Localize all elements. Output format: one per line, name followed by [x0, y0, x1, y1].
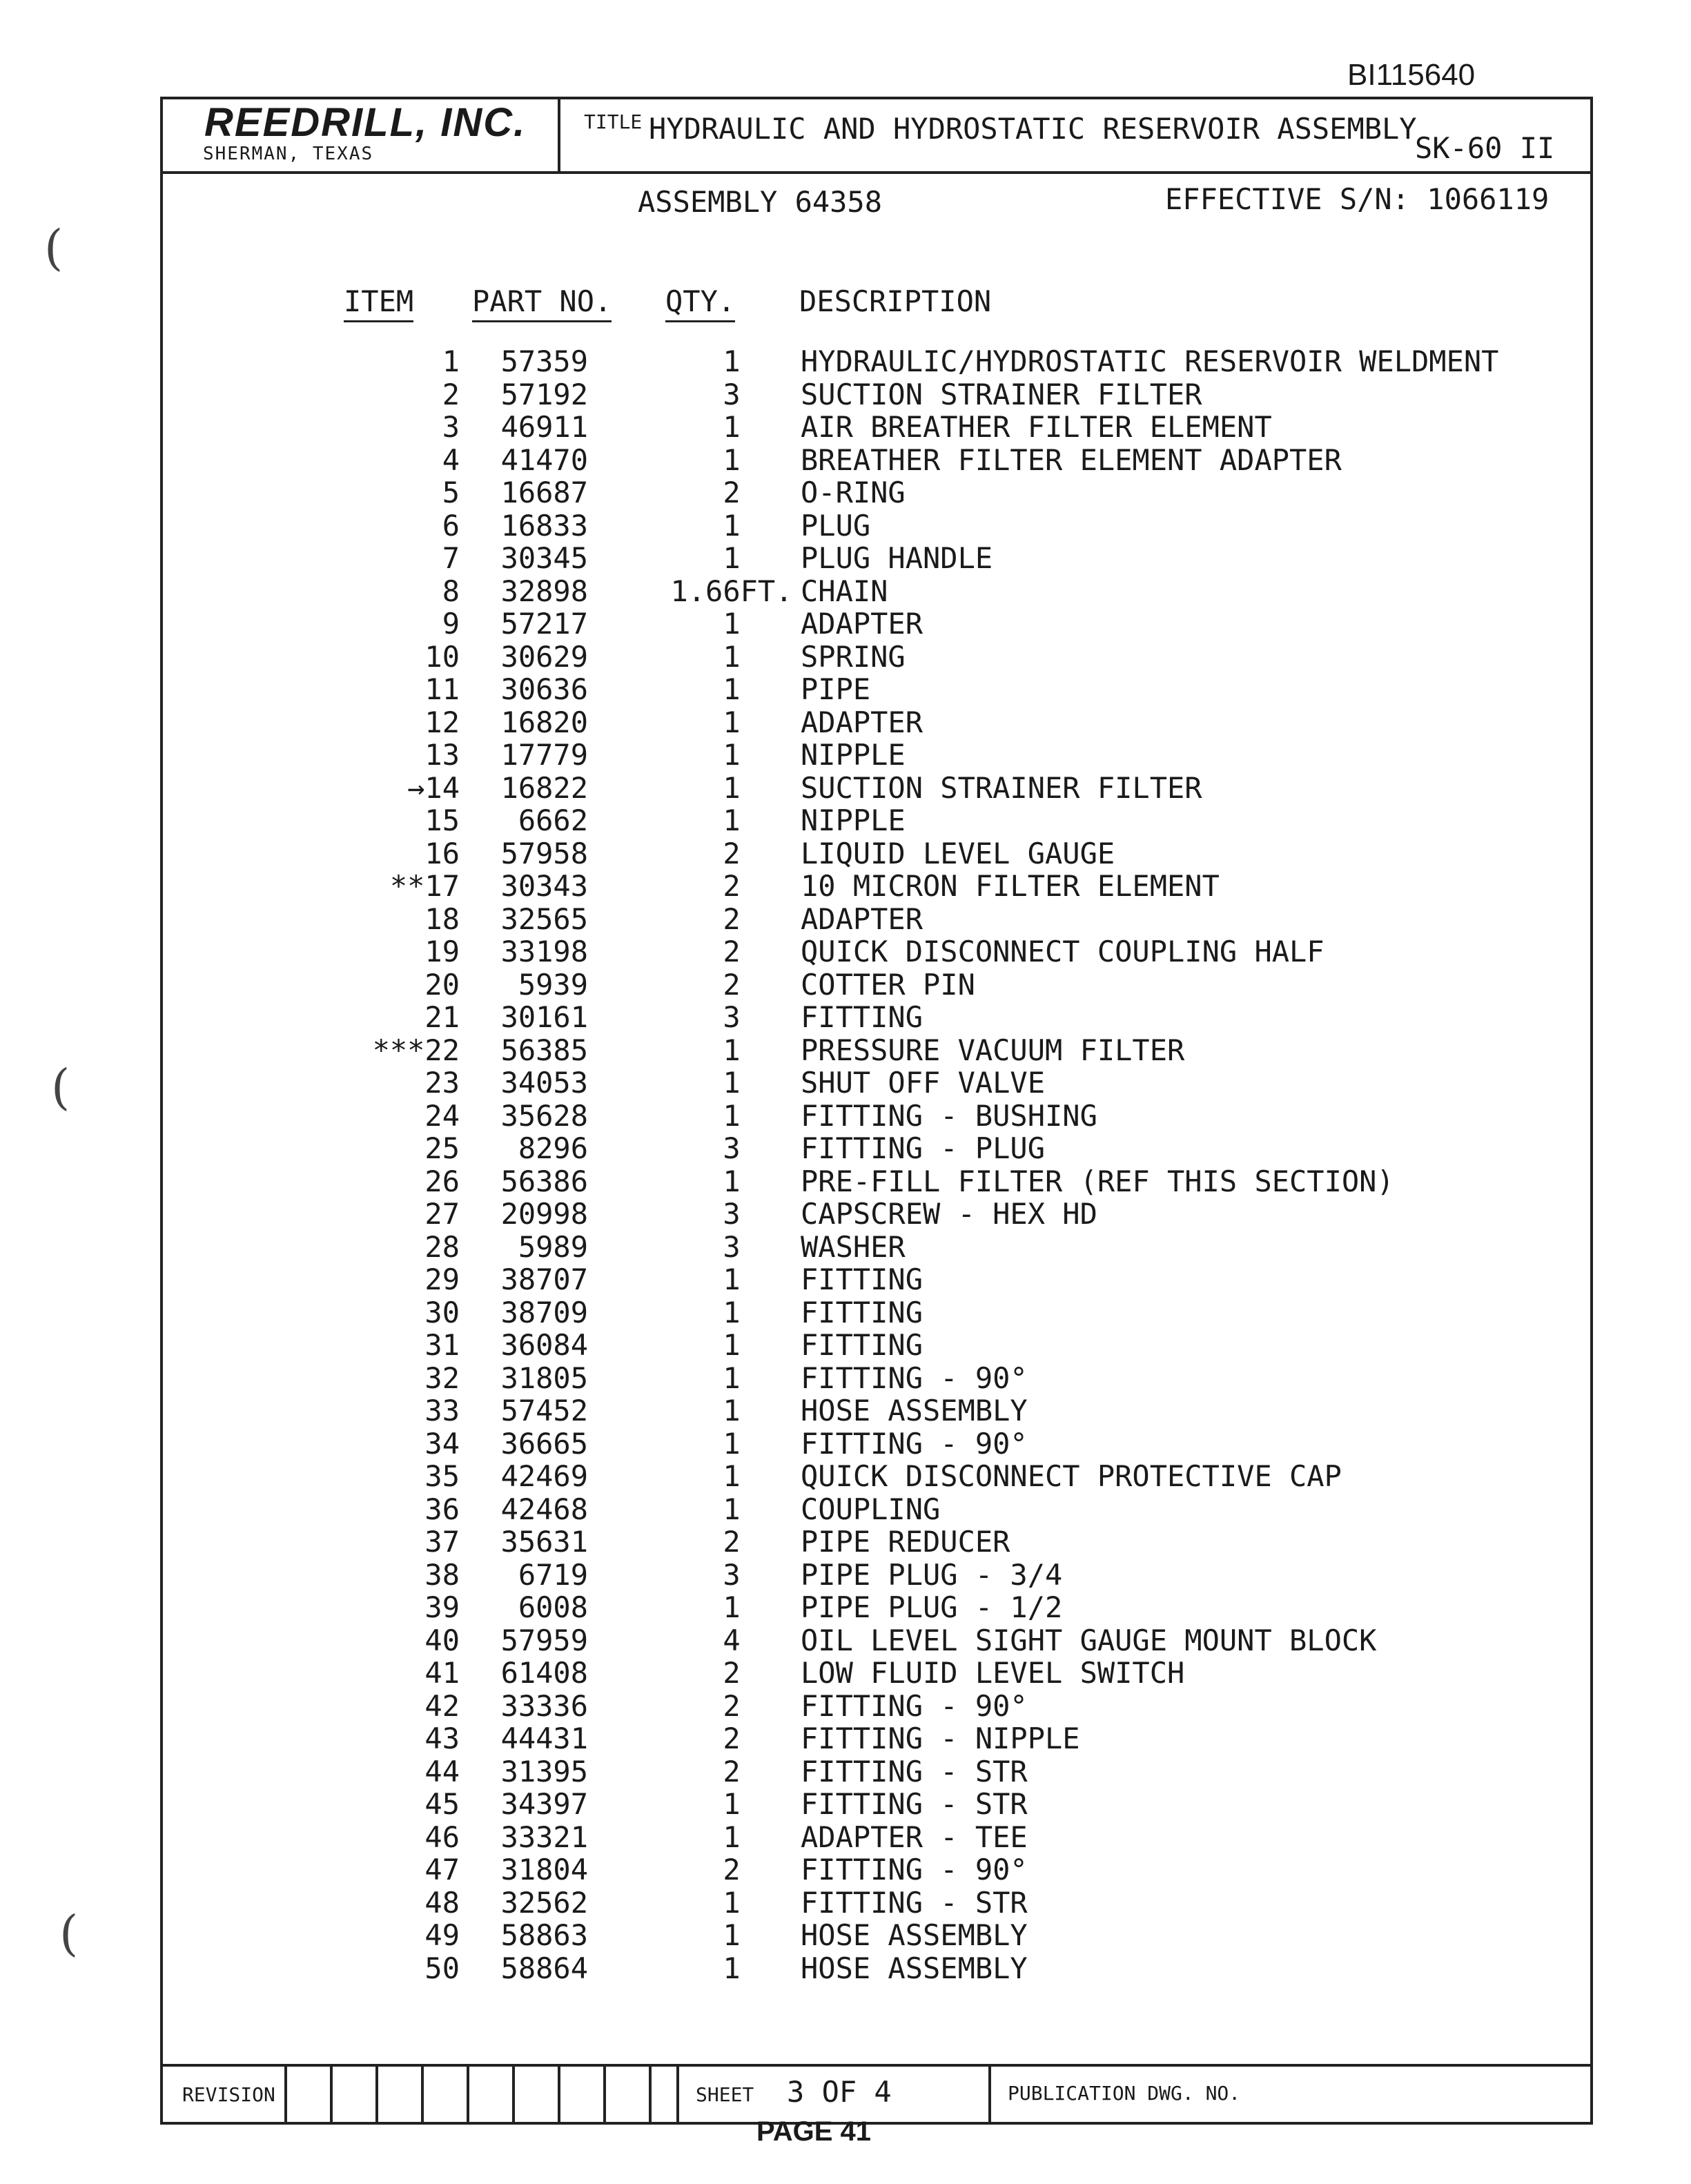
- table-row: [163, 378, 1590, 411]
- description: ADAPTER: [801, 901, 923, 936]
- part-number: 6008: [518, 1590, 588, 1624]
- revision-box: [421, 2067, 467, 2122]
- quantity: 1: [723, 705, 741, 739]
- revision-box: [603, 2067, 649, 2122]
- item-number: 46: [424, 1820, 460, 1854]
- quantity: 2: [723, 935, 741, 968]
- description: SHUT OFF VALVE: [801, 1066, 1046, 1100]
- item-number: 37: [424, 1525, 460, 1559]
- part-number: 33336: [500, 1688, 588, 1723]
- table-row: [163, 1165, 1590, 1198]
- footer-block: [163, 2064, 1590, 2122]
- item-number: 24: [424, 1098, 460, 1133]
- item-number: 25: [424, 1131, 460, 1165]
- revision-box: [375, 2067, 421, 2122]
- table-row: [163, 1657, 1590, 1690]
- item-number: 21: [424, 1000, 460, 1034]
- part-number: 38707: [500, 1262, 588, 1296]
- part-number: 6662: [518, 803, 588, 837]
- quantity: 1: [723, 1361, 741, 1395]
- item-number: 35: [424, 1459, 460, 1493]
- part-number: 30161: [500, 1000, 588, 1034]
- part-number: 30636: [500, 672, 588, 706]
- description: ADAPTER: [801, 607, 923, 641]
- revision-box: [512, 2067, 558, 2122]
- description: ADAPTER: [801, 705, 923, 739]
- item-number: 16: [424, 836, 460, 870]
- quantity: 1: [723, 1426, 741, 1461]
- quantity: 1: [723, 1459, 741, 1493]
- quantity: 2: [723, 1656, 741, 1690]
- part-number: 34053: [500, 1066, 588, 1100]
- table-row: [163, 1886, 1590, 1920]
- quantity: 1: [723, 1394, 741, 1427]
- quantity: 3: [723, 1131, 741, 1165]
- part-number: 38709: [500, 1295, 588, 1329]
- quantity: 4: [723, 1623, 741, 1657]
- table-row: [163, 1821, 1590, 1854]
- description: FITTING: [801, 1000, 923, 1034]
- description: FITTING - STR: [801, 1754, 1028, 1788]
- table-row: [163, 1690, 1590, 1723]
- description: AIR BREATHER FILTER ELEMENT: [801, 410, 1272, 444]
- description: PIPE PLUG - 1/2: [801, 1590, 1063, 1624]
- quantity: 1: [723, 738, 741, 772]
- item-number: 4: [442, 442, 460, 477]
- margin-mark: (: [51, 1059, 70, 1115]
- item-number: 33: [424, 1394, 460, 1427]
- item-number: 44: [424, 1754, 460, 1788]
- table-row: [163, 1263, 1590, 1296]
- part-number: 31395: [500, 1754, 588, 1788]
- part-number: 36665: [500, 1426, 588, 1461]
- description: FITTING - PLUG: [801, 1131, 1046, 1165]
- part-number: 41470: [500, 442, 588, 477]
- quantity: 3: [723, 1557, 741, 1592]
- table-row: [163, 870, 1590, 903]
- item-number: 23: [424, 1066, 460, 1100]
- part-number: 17779: [500, 738, 588, 772]
- quantity: 1: [723, 541, 741, 575]
- item-number: 38: [424, 1557, 460, 1592]
- quantity: 2: [723, 1722, 741, 1755]
- part-number: 56386: [500, 1164, 588, 1198]
- revision-box: [330, 2067, 375, 2122]
- table-row: [163, 1460, 1590, 1493]
- table-row: [163, 1559, 1590, 1592]
- item-number: 15: [424, 803, 460, 837]
- margin-mark: (: [44, 220, 63, 276]
- table-row: [163, 411, 1590, 444]
- item-number: 19: [424, 935, 460, 968]
- item-number: 10: [424, 639, 460, 674]
- item-number: 6: [442, 508, 460, 543]
- part-number: 5989: [518, 1229, 588, 1264]
- description: BREATHER FILTER ELEMENT ADAPTER: [801, 442, 1342, 477]
- quantity: 2: [723, 1525, 741, 1559]
- table-row: [163, 1132, 1590, 1165]
- part-number: 16820: [500, 705, 588, 739]
- part-number: 57192: [500, 377, 588, 411]
- description: SUCTION STRAINER FILTER: [801, 770, 1202, 805]
- part-number: 32562: [500, 1885, 588, 1920]
- quantity: 2: [723, 1853, 741, 1886]
- part-number: 57217: [500, 607, 588, 641]
- description: HOSE ASSEMBLY: [801, 1951, 1028, 1985]
- part-number: 58863: [500, 1918, 588, 1952]
- quantity: 1: [723, 803, 741, 837]
- part-number: 30345: [500, 541, 588, 575]
- description: COTTER PIN: [801, 967, 975, 1002]
- item-number: 20: [424, 967, 460, 1002]
- quantity: 3: [723, 1229, 741, 1264]
- table-row: [163, 1722, 1590, 1755]
- description: CAPSCREW - HEX HD: [801, 1197, 1097, 1231]
- description: PRESSURE VACUUM FILTER: [801, 1033, 1185, 1067]
- quantity: 1: [723, 344, 741, 378]
- quantity: 3: [723, 1000, 741, 1034]
- table-row: [163, 345, 1590, 378]
- part-number: 20998: [500, 1197, 588, 1231]
- description: LIQUID LEVEL GAUGE: [801, 836, 1115, 870]
- part-number: 16822: [500, 770, 588, 805]
- assembly-number: ASSEMBLY 64358: [638, 185, 883, 219]
- table-row: [163, 1525, 1590, 1559]
- quantity: 1: [723, 1885, 741, 1920]
- item-number: 11: [424, 672, 460, 706]
- revision-box: [284, 2067, 330, 2122]
- quantity: 1: [723, 410, 741, 444]
- part-number: 30343: [500, 869, 588, 903]
- item-number: →14: [407, 770, 460, 805]
- table-row: [163, 673, 1590, 706]
- table-row: [163, 1788, 1590, 1821]
- item-number: **17: [389, 869, 460, 903]
- quantity: 1: [723, 1164, 741, 1198]
- description: QUICK DISCONNECT COUPLING HALF: [801, 935, 1325, 968]
- part-number: 30629: [500, 639, 588, 674]
- table-row: [163, 1034, 1590, 1067]
- sheet-label: SHEET: [696, 2083, 754, 2106]
- item-number: 18: [424, 901, 460, 936]
- revision-box: [558, 2067, 603, 2122]
- item-number: 34: [424, 1426, 460, 1461]
- item-number: 36: [424, 1492, 460, 1526]
- revision-label: REVISION: [182, 2083, 275, 2106]
- part-number: 58864: [500, 1951, 588, 1985]
- quantity: 1: [723, 1033, 741, 1067]
- margin-mark: (: [59, 1905, 79, 1962]
- quantity: 1: [723, 1590, 741, 1624]
- part-number: 61408: [500, 1656, 588, 1690]
- table-row: [163, 804, 1590, 837]
- item-number: 7: [442, 541, 460, 575]
- part-number: 42469: [500, 1459, 588, 1493]
- table-row: [163, 1919, 1590, 1952]
- table-row: [163, 1493, 1590, 1526]
- quantity: 1: [723, 607, 741, 641]
- table-row: [163, 1427, 1590, 1461]
- item-number: 26: [424, 1164, 460, 1198]
- quantity: 2: [723, 1688, 741, 1723]
- item-number: 28: [424, 1229, 460, 1264]
- item-number: 5: [442, 476, 460, 509]
- table-row: [163, 837, 1590, 870]
- description: FITTING: [801, 1295, 923, 1329]
- parts-list-frame: [160, 97, 1593, 2125]
- description: PRE-FILL FILTER (REF THIS SECTION): [801, 1164, 1394, 1198]
- description: NIPPLE: [801, 738, 906, 772]
- table-row: [163, 641, 1590, 674]
- item-number: 32: [424, 1361, 460, 1395]
- quantity: 1: [723, 1951, 741, 1985]
- item-number: 42: [424, 1688, 460, 1723]
- item-number: 29: [424, 1262, 460, 1296]
- part-number: 32565: [500, 901, 588, 936]
- quantity: 1: [723, 639, 741, 674]
- table-row: [163, 1591, 1590, 1624]
- table-row: [163, 444, 1590, 477]
- table-row: [163, 1329, 1590, 1362]
- part-number: 33198: [500, 935, 588, 968]
- part-number: 31805: [500, 1361, 588, 1395]
- part-number: 5939: [518, 967, 588, 1002]
- table-row: [163, 903, 1590, 936]
- quantity: 1: [723, 1787, 741, 1821]
- quantity: 1.66FT.: [670, 574, 793, 608]
- quantity: 1: [723, 770, 741, 805]
- description: PIPE PLUG - 3/4: [801, 1557, 1063, 1592]
- description: FITTING - NIPPLE: [801, 1722, 1080, 1755]
- quantity: 2: [723, 1754, 741, 1788]
- part-number: 46911: [500, 410, 588, 444]
- item-number: 50: [424, 1951, 460, 1985]
- document-id: BI115640: [1347, 58, 1476, 92]
- table-row: [163, 1755, 1590, 1788]
- description: FITTING - 90°: [801, 1426, 1028, 1461]
- quantity: 1: [723, 1295, 741, 1329]
- part-number: 35631: [500, 1525, 588, 1559]
- item-number: 2: [442, 377, 460, 411]
- quantity: 1: [723, 1066, 741, 1100]
- quantity: 2: [723, 901, 741, 936]
- part-number: 35628: [500, 1098, 588, 1133]
- publication-label: PUBLICATION DWG. NO.: [1008, 2082, 1241, 2105]
- description: HYDRAULIC/HYDROSTATIC RESERVOIR WELDMENT: [801, 344, 1499, 378]
- company-name: REEDRILL, INC.: [204, 100, 527, 145]
- quantity: 3: [723, 1197, 741, 1231]
- item-number: 30: [424, 1295, 460, 1329]
- item-number: 27: [424, 1197, 460, 1231]
- sheet-value: 3 OF 4: [787, 2075, 892, 2109]
- item-number: 40: [424, 1623, 460, 1657]
- table-row: [163, 607, 1590, 641]
- description: FITTING - 90°: [801, 1853, 1028, 1886]
- description: FITTING - STR: [801, 1787, 1028, 1821]
- part-number: 44431: [500, 1722, 588, 1755]
- item-number: 8: [442, 574, 460, 608]
- table-row: [163, 542, 1590, 575]
- item-number: 49: [424, 1918, 460, 1952]
- item-number: 3: [442, 410, 460, 444]
- part-number: 33321: [500, 1820, 588, 1854]
- part-number: 32898: [500, 574, 588, 608]
- description: PLUG: [801, 508, 871, 543]
- description: HOSE ASSEMBLY: [801, 1918, 1028, 1952]
- table-row: [163, 1001, 1590, 1034]
- description: NIPPLE: [801, 803, 906, 837]
- part-number: 31804: [500, 1853, 588, 1886]
- quantity: 1: [723, 1820, 741, 1854]
- publication-cell: [988, 2067, 1593, 2122]
- quantity: 2: [723, 476, 741, 509]
- description: HOSE ASSEMBLY: [801, 1394, 1028, 1427]
- description: 10 MICRON FILTER ELEMENT: [801, 869, 1220, 903]
- description: SPRING: [801, 639, 906, 674]
- table-row: [163, 1100, 1590, 1133]
- table-row: [163, 1198, 1590, 1231]
- item-number: 41: [424, 1656, 460, 1690]
- model-number: SK-60 II: [1415, 131, 1555, 165]
- description: COUPLING: [801, 1492, 941, 1526]
- column-header-description: DESCRIPTION: [799, 284, 992, 318]
- description: FITTING - 90°: [801, 1688, 1028, 1723]
- description: WASHER: [801, 1229, 906, 1264]
- table-row: [163, 509, 1590, 543]
- table-row: [163, 968, 1590, 1002]
- quantity: 1: [723, 672, 741, 706]
- part-number: 56385: [500, 1033, 588, 1067]
- effective-serial: EFFECTIVE S/N: 1066119: [1165, 182, 1550, 216]
- quantity: 1: [723, 1098, 741, 1133]
- sheet-cell: [676, 2067, 994, 2122]
- revision-box: [467, 2067, 512, 2122]
- quantity: 2: [723, 869, 741, 903]
- item-number: 1: [442, 344, 460, 378]
- part-number: 57359: [500, 344, 588, 378]
- item-number: 9: [442, 607, 460, 641]
- description: QUICK DISCONNECT PROTECTIVE CAP: [801, 1459, 1342, 1493]
- part-number: 57452: [500, 1394, 588, 1427]
- column-header-item: ITEM: [344, 284, 413, 322]
- column-header-qty: QTY.: [665, 284, 735, 322]
- description: PIPE REDUCER: [801, 1525, 1010, 1559]
- page-number: PAGE 41: [756, 2116, 871, 2147]
- quantity: 1: [723, 1492, 741, 1526]
- item-number: 39: [424, 1590, 460, 1624]
- document-title: HYDRAULIC AND HYDROSTATIC RESERVOIR ASSEMBLY: [649, 112, 1417, 146]
- part-number: 36084: [500, 1328, 588, 1362]
- description: O-RING: [801, 476, 906, 509]
- description: PIPE: [801, 672, 871, 706]
- item-number: 13: [424, 738, 460, 772]
- quantity: 1: [723, 508, 741, 543]
- table-row: [163, 476, 1590, 509]
- table-row: [163, 1066, 1590, 1100]
- table-row: [163, 1853, 1590, 1886]
- part-number: 57959: [500, 1623, 588, 1657]
- table-row: [163, 935, 1590, 968]
- description: SUCTION STRAINER FILTER: [801, 377, 1202, 411]
- table-row: [163, 706, 1590, 739]
- description: FITTING: [801, 1262, 923, 1296]
- item-number: 12: [424, 705, 460, 739]
- table-row: [163, 1296, 1590, 1329]
- description: CHAIN: [801, 574, 888, 608]
- table-row: [163, 772, 1590, 805]
- description: LOW FLUID LEVEL SWITCH: [801, 1656, 1185, 1690]
- table-row: [163, 1231, 1590, 1264]
- column-header-part-no: PART NO.: [472, 284, 612, 322]
- table-row: [163, 1624, 1590, 1657]
- quantity: 1: [723, 1328, 741, 1362]
- parts-list: [163, 99, 1590, 2122]
- table-row: [163, 1952, 1590, 1985]
- part-number: 16687: [500, 476, 588, 509]
- item-number: 31: [424, 1328, 460, 1362]
- part-number: 34397: [500, 1787, 588, 1821]
- quantity: 2: [723, 967, 741, 1002]
- description: FITTING - 90°: [801, 1361, 1028, 1395]
- description: ADAPTER - TEE: [801, 1820, 1028, 1854]
- quantity: 2: [723, 836, 741, 870]
- table-row: [163, 575, 1590, 608]
- item-number: 48: [424, 1885, 460, 1920]
- description: PLUG HANDLE: [801, 541, 993, 575]
- title-label: TITLE: [584, 110, 643, 133]
- item-number: 43: [424, 1722, 460, 1755]
- item-number: 47: [424, 1853, 460, 1886]
- description: OIL LEVEL SIGHT GAUGE MOUNT BLOCK: [801, 1623, 1377, 1657]
- quantity: 1: [723, 442, 741, 477]
- company-location: SHERMAN, TEXAS: [203, 144, 374, 164]
- table-row: [163, 1394, 1590, 1427]
- description: FITTING - BUSHING: [801, 1098, 1097, 1133]
- item-number: ***22: [372, 1033, 460, 1067]
- item-number: 45: [424, 1787, 460, 1821]
- quantity: 1: [723, 1262, 741, 1296]
- table-row: [163, 1362, 1590, 1395]
- part-number: 42468: [500, 1492, 588, 1526]
- quantity: 1: [723, 1918, 741, 1952]
- description: FITTING - STR: [801, 1885, 1028, 1920]
- part-number: 16833: [500, 508, 588, 543]
- part-number: 8296: [518, 1131, 588, 1165]
- quantity: 3: [723, 377, 741, 411]
- part-number: 6719: [518, 1557, 588, 1592]
- table-row: [163, 739, 1590, 772]
- description: FITTING: [801, 1328, 923, 1362]
- part-number: 57958: [500, 836, 588, 870]
